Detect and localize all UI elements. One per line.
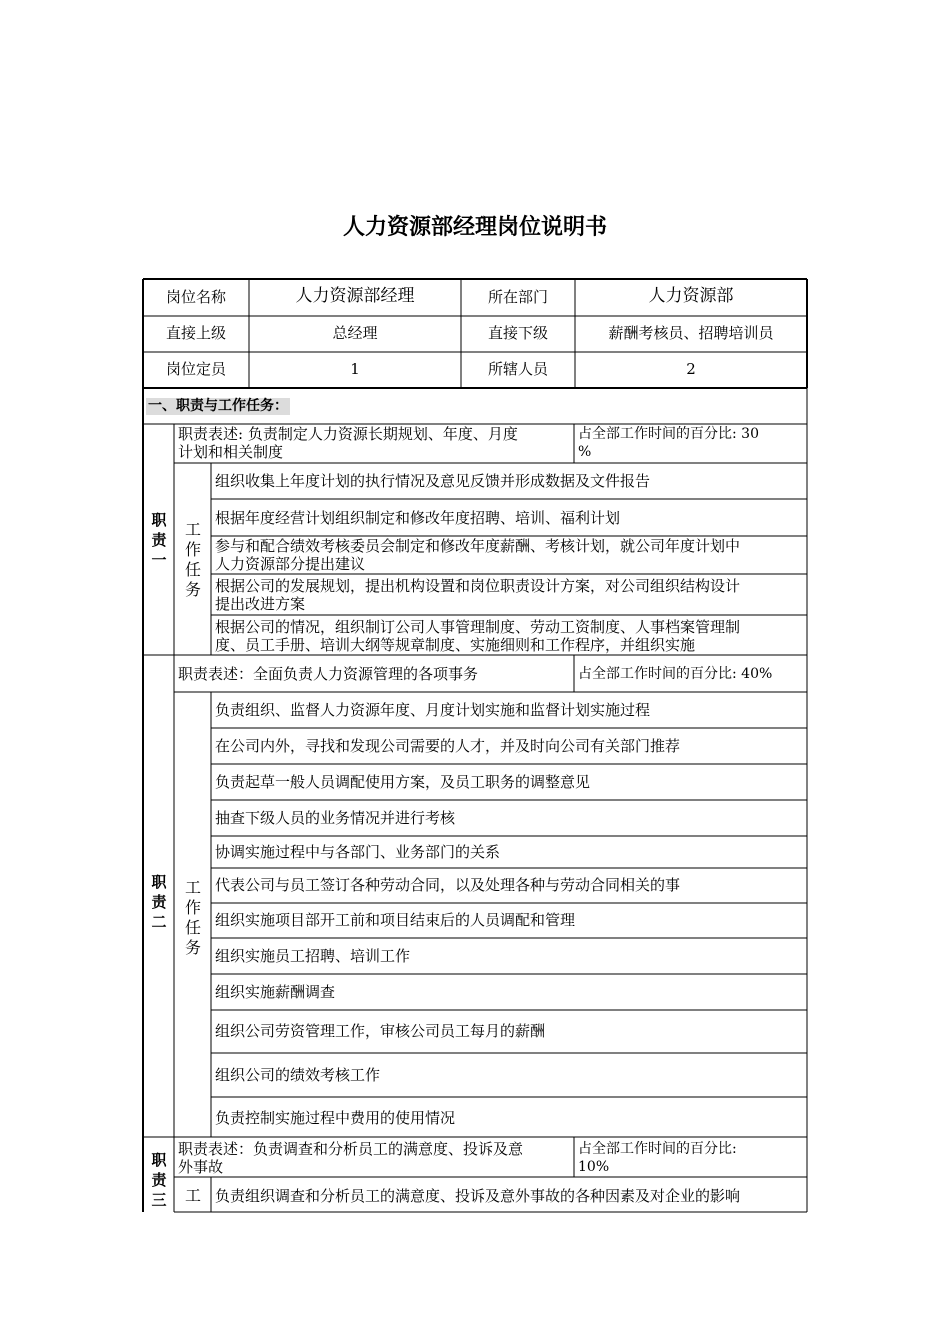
duty-2-task: 组织实施员工招聘、培训工作 [215,947,411,965]
duty-3-label: 职 责 三 [151,1151,167,1209]
position-name-label: 岗位名称 [165,288,226,306]
superior-value: 总经理 [332,324,378,342]
duty-3-description-line1: 职责表述：负责调查和分析员工的满意度、投诉及意 [178,1140,524,1158]
duty-1-task-label: 工 作 任 务 [184,520,201,599]
managed-staff-value: 2 [686,360,696,378]
duty-1-task-cont: 人力资源部分提出建议 [215,555,366,573]
duty-2-description: 职责表述：全面负责人力资源管理的各项事务 [178,665,479,683]
duty-1-task: 参与和配合绩效考核委员会制定和修改年度薪酬、考核计划，就公司年度计划中 [215,537,741,555]
duty-1-task: 根据年度经营计划组织制定和修改年度招聘、培训、福利计划 [215,509,621,527]
position-name-value: 人力资源部经理 [295,286,415,306]
headcount-label: 岗位定员 [165,360,226,378]
duty-2-task: 代表公司与员工签订各种劳动合同，以及处理各种与劳动合同相关的事 [215,876,681,894]
duty-1-task: 根据公司的发展规划，提出机构设置和岗位职责设计方案，对公司组织结构设计 [215,577,741,595]
duty-1-task-cont: 度、员工手册、培训大纲等规章制度、实施细则和工作程序，并组织实施 [215,636,696,654]
duty-3-percentage-line1: 占全部工作时间的百分比: [578,1141,737,1157]
duty-1-task: 组织收集上年度计划的执行情况及意见反馈并形成数据及文件报告 [215,472,651,490]
duty-2-percentage: 占全部工作时间的百分比: 40% [578,666,773,682]
duty-2-task: 组织公司的绩效考核工作 [215,1066,381,1084]
document-title: 人力资源部经理岗位说明书 [342,215,607,240]
duty-1-description-line1: 职责表述: 负责制定人力资源长期规划、年度、月度 [178,425,518,443]
duty-2-task-label: 工 作 任 务 [184,878,201,957]
duty-2-task: 负责控制实施过程中费用的使用情况 [215,1109,456,1127]
duty-2-task: 组织公司劳资管理工作，审核公司员工每月的薪酬 [215,1022,546,1040]
duty-1-task-cont: 提出改进方案 [215,595,306,613]
duty-2-task: 抽查下级人员的业务情况并进行考核 [215,809,456,827]
duty-3-percentage-line2: 10% [578,1159,610,1175]
duty-2-task: 组织实施项目部开工前和项目结束后的人员调配和管理 [215,911,576,929]
superior-label: 直接上级 [165,324,226,342]
duty-2-task: 协调实施过程中与各部门、业务部门的关系 [215,843,501,861]
duty-1-task: 根据公司的情况，组织制订公司人事管理制度、劳动工资制度、人事档案管理制 [215,618,741,636]
section-title: 一、职责与工作任务： [148,398,288,414]
duty-1-percentage-line2: % [578,444,592,460]
duty-2-task: 在公司内外，寻找和发现公司需要的人才，并及时向公司有关部门推荐 [215,737,681,755]
subordinate-value: 薪酬考核员、招聘培训员 [608,324,774,342]
duty-3-task: 负责组织调查和分析员工的满意度、投诉及意外事故的各种因素及对企业的影响 [215,1187,741,1205]
duty-3-task-label: 工 [184,1186,201,1205]
headcount-value: 1 [350,360,360,378]
department-value: 人力资源部 [648,286,734,306]
duty-1-description-line2: 计划和相关制度 [178,443,284,461]
department-label: 所在部门 [487,288,548,306]
duty-3-description-line2: 外事故 [178,1158,224,1176]
duty-2-label: 职 责 二 [151,873,167,931]
managed-staff-label: 所辖人员 [487,360,548,378]
duty-2-task: 负责组织、监督人力资源年度、月度计划实施和监督计划实施过程 [215,701,651,719]
duty-2-task: 组织实施薪酬调查 [215,983,336,1001]
duty-2-task: 负责起草一般人员调配使用方案，及员工职务的调整意见 [215,773,591,791]
duty-1-percentage-line1: 占全部工作时间的百分比: 30 [578,426,759,442]
duty-1-label: 职 责 一 [151,511,167,569]
subordinate-label: 直接下级 [487,324,548,342]
